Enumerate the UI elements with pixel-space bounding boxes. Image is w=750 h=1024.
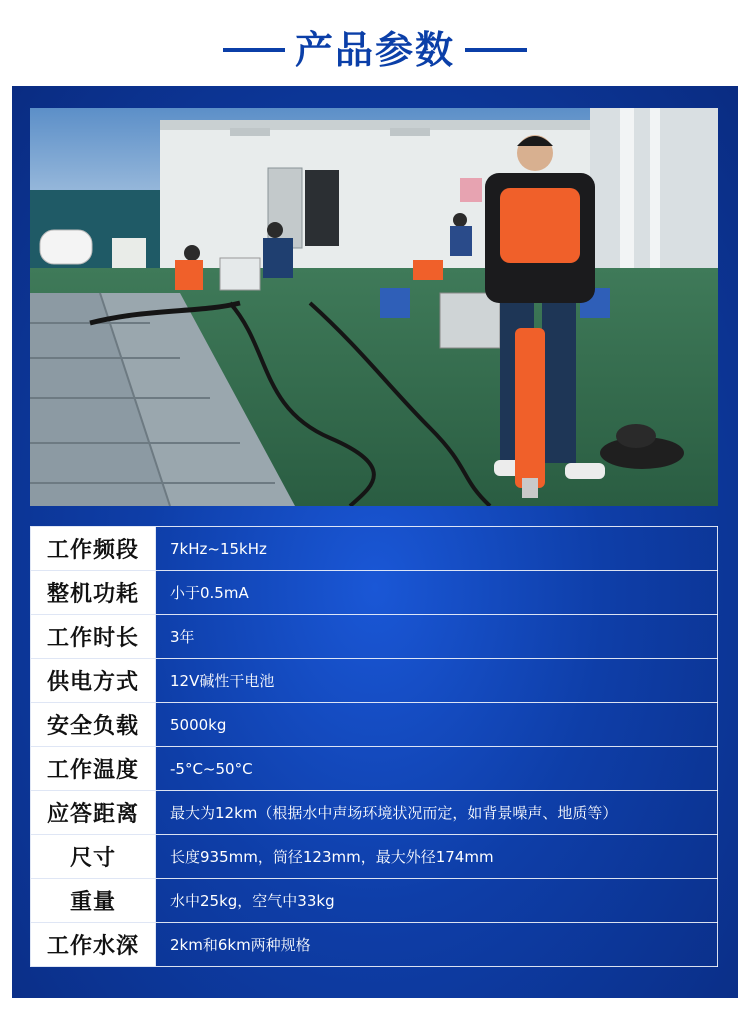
spec-value: -5°C~50°C [156, 747, 718, 791]
table-row [31, 703, 718, 747]
product-photo [30, 108, 718, 506]
title-left-rule [223, 48, 285, 52]
spec-table [30, 526, 718, 967]
spec-value: 2km和6km两种规格 [156, 923, 718, 967]
table-row [31, 879, 718, 923]
title-wrap [0, 22, 750, 78]
spec-value: 12V碱性干电池 [156, 659, 718, 703]
table-row [31, 835, 718, 879]
spec-label: 工作时长 [31, 615, 156, 659]
spec-label: 整机功耗 [31, 571, 156, 615]
spec-value: 最大为12km（根据水中声场环境状况而定，如背景噪声、地质等） [156, 791, 718, 835]
page-header [0, 0, 750, 86]
spec-value: 5000kg [156, 703, 718, 747]
table-row [31, 791, 718, 835]
spec-value: 小于0.5mA [156, 571, 718, 615]
spec-value: 长度935mm，筒径123mm，最大外径174mm [156, 835, 718, 879]
spec-value: 7kHz~15kHz [156, 527, 718, 571]
spec-value: 3年 [156, 615, 718, 659]
table-row [31, 659, 718, 703]
spec-label: 安全负载 [31, 703, 156, 747]
spec-label: 供电方式 [31, 659, 156, 703]
spec-label: 重量 [31, 879, 156, 923]
table-row [31, 571, 718, 615]
table-row [31, 527, 718, 571]
table-row [31, 615, 718, 659]
spec-label: 工作频段 [31, 527, 156, 571]
spec-label: 尺寸 [31, 835, 156, 879]
title-right-rule [465, 48, 527, 52]
table-row [31, 747, 718, 791]
table-row [31, 923, 718, 967]
spec-label: 应答距离 [31, 791, 156, 835]
spec-label: 工作温度 [31, 747, 156, 791]
spec-value: 水中25kg，空气中33kg [156, 879, 718, 923]
spec-label: 工作水深 [31, 923, 156, 967]
page-title: 产品参数 [294, 28, 455, 72]
